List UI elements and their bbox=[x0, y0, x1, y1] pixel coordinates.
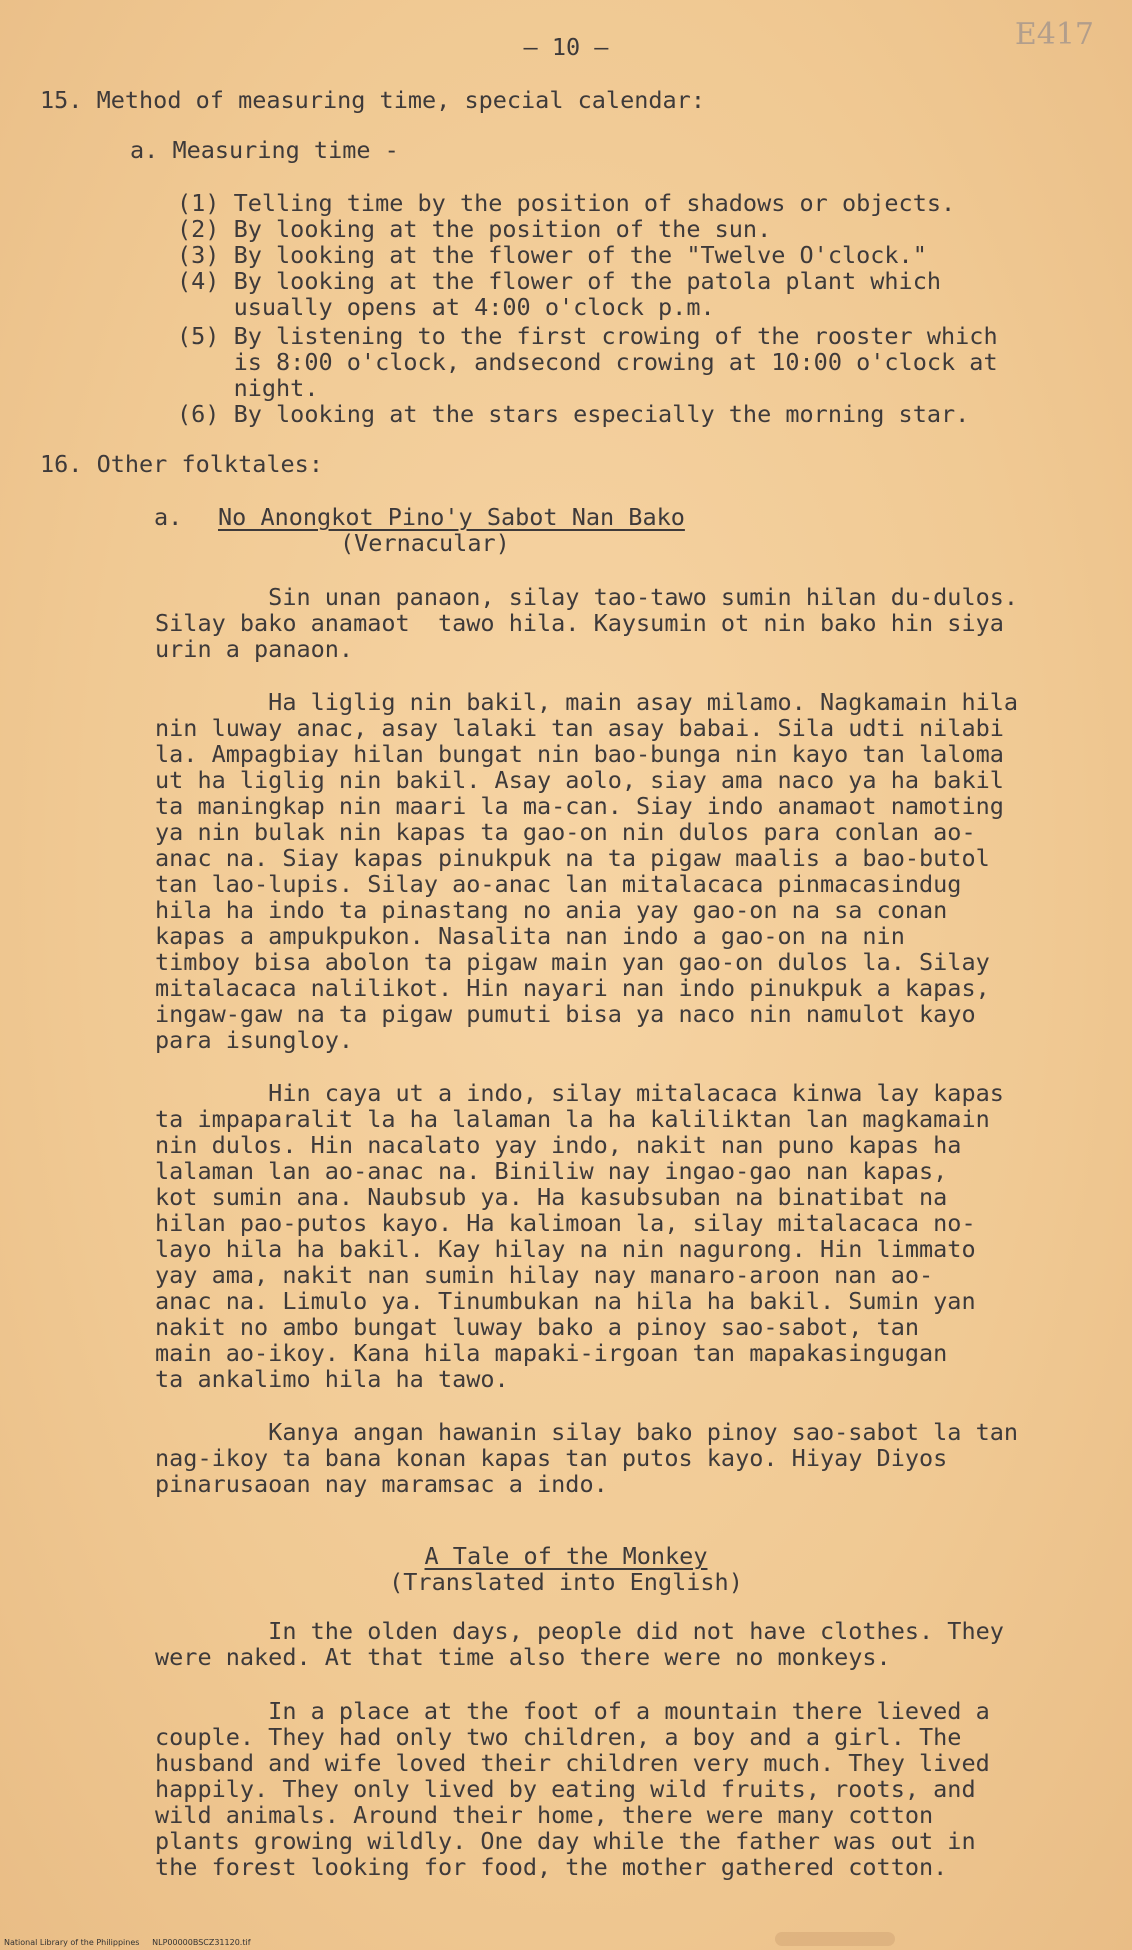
english-title-text: A Tale of the Monkey bbox=[424, 1542, 708, 1570]
text-line: yay ama, nakit nan sumin hilay nay manaro-aroon nan ao- bbox=[155, 1261, 934, 1289]
list-item: (1) Telling time by the position of shadows or objects. bbox=[177, 189, 956, 217]
list-item: (2) By looking at the position of the sun. bbox=[177, 215, 772, 243]
text-line: pinarusaoan nay maramsac a indo. bbox=[155, 1470, 608, 1498]
text-line: anac na. Limulo ya. Tinumbukan na hila ha bakil. Sumin yan bbox=[155, 1287, 976, 1315]
list-item: (4) By looking at the flower of the patola plant which bbox=[177, 267, 942, 295]
text-line: ta ankalimo hila ha tawo. bbox=[155, 1365, 509, 1393]
list-item: (3) By looking at the flower of the "Twelve O'clock." bbox=[177, 241, 927, 269]
text-line: urin a panaon. bbox=[155, 635, 354, 663]
list-item: night. bbox=[177, 374, 319, 402]
text-line: ingaw-gaw na ta pigaw pumuti bisa ya naco nin namulot kayo bbox=[155, 1000, 976, 1028]
text-line: ya nin bulak nin kapas ta gao-on nin dulos para conlan ao- bbox=[155, 818, 976, 846]
text-line: nin dulos. Hin nacalato yay indo, nakit nan puno kapas ha bbox=[155, 1131, 962, 1159]
text-line: Sin unan panaon, silay tao-tawo sumin hilan du-dulos. bbox=[155, 583, 1019, 611]
text-line: kapas a ampukpukon. Nasalita nan indo a gao-on na nin bbox=[155, 922, 905, 950]
vernacular-title: No Anongkot Pino'y Sabot Nan Bako bbox=[218, 503, 685, 531]
text-line: kot sumin ana. Naubsub ya. Ha kasubsuban na binatibat na bbox=[155, 1183, 948, 1211]
text-line: hilan pao-putos kayo. Ha kalimoan la, silay mitalacaca no- bbox=[155, 1209, 976, 1237]
folktale-label-a: a. bbox=[154, 503, 183, 531]
text-line: hila ha indo ta pinastang no ania yay gao-on na sa conan bbox=[155, 896, 948, 924]
text-line: plants growing wildly. One day while the father was out in bbox=[155, 1827, 976, 1855]
text-line: anac na. Siay kapas pinukpuk na ta pigaw maalis a bao-butol bbox=[155, 844, 990, 872]
text-line: In the olden days, people did not have clothes. They bbox=[155, 1617, 1004, 1645]
text-line: Silay bako anamaot tawo hila. Kaysumin ot nin bako hin siya bbox=[155, 609, 1004, 637]
text-line: ta maningkap nin maari la ma-can. Siay indo anamaot namoting bbox=[155, 792, 1004, 820]
section-16-heading: 16. Other folktales: bbox=[40, 450, 323, 478]
page-number: — 10 — bbox=[523, 33, 609, 61]
list-item: (6) By looking at the stars especially the morning star. bbox=[177, 400, 970, 428]
text-line: In a place at the foot of a mountain there lieved a bbox=[155, 1697, 990, 1725]
text-line: layo hila ha bakil. Kay hilay na nin nagurong. Hin limmato bbox=[155, 1235, 976, 1263]
english-title bbox=[0, 1543, 1132, 1569]
text-line: lalaman lan ao-anac na. Biniliw nay ingao-gao nan kapas, bbox=[155, 1157, 948, 1185]
text-line: were naked. At that time also there were no monkeys. bbox=[155, 1643, 891, 1671]
text-line: ta impaparalit la ha lalaman la ha kaliliktan lan magkamain bbox=[155, 1105, 990, 1133]
text-line: tan lao-lupis. Silay ao-anac lan mitalacaca pinmacasindug bbox=[155, 870, 962, 898]
text-line: the forest looking for food, the mother gathered cotton. bbox=[155, 1853, 948, 1881]
text-line: timboy bisa abolon ta pigaw main yan gao-on dulos la. Silay bbox=[155, 948, 990, 976]
text-line: main ao-ikoy. Kana hila mapaki-irgoan tan mapakasingugan bbox=[155, 1339, 948, 1367]
english-subtitle: (Translated into English) bbox=[389, 1568, 743, 1596]
paper-stain bbox=[775, 1932, 895, 1946]
section-15-heading: 15. Method of measuring time, special calendar: bbox=[40, 86, 705, 114]
text-line: Kanya angan hawanin silay bako pinoy sao-sabot la tan bbox=[155, 1418, 1019, 1446]
list-item: (5) By listening to the first crowing of the rooster which bbox=[177, 322, 998, 350]
text-line: nag-ikoy ta bana konan kapas tan putos kayo. Hiyay Diyos bbox=[155, 1444, 948, 1472]
section-15-subheading-a: a. Measuring time - bbox=[130, 136, 399, 164]
text-line: mitalacaca nalilikot. Hin nayari nan indo pinukpuk a kapas, bbox=[155, 974, 990, 1002]
text-line: Ha liglig nin bakil, main asay milamo. Nagkamain hila bbox=[155, 688, 1019, 716]
margin-note: E417 bbox=[1014, 17, 1094, 52]
vernacular-subtitle: (Vernacular) bbox=[340, 529, 510, 557]
text-line: nakit no ambo bungat luway bako a pinoy sao-sabot, tan bbox=[155, 1313, 920, 1341]
text-line: la. Ampagbiay hilan bungat nin bao-bunga nin kayo tan laloma bbox=[155, 740, 1004, 768]
list-item: usually opens at 4:00 o'clock p.m. bbox=[177, 293, 715, 321]
text-line: husband and wife loved their children very much. They lived bbox=[155, 1749, 990, 1777]
text-line: Hin caya ut a indo, silay mitalacaca kinwa lay kapas bbox=[155, 1079, 1004, 1107]
text-line: para isungloy. bbox=[155, 1026, 354, 1054]
text-line: ut ha liglig nin bakil. Asay aolo, siay ama naco ya ha bakil bbox=[155, 766, 1004, 794]
text-line: nin luway anac, asay lalaki tan asay babai. Sila udti nilabi bbox=[155, 714, 1004, 742]
text-line: wild animals. Around their home, there were many cotton bbox=[155, 1801, 934, 1829]
list-item: is 8:00 o'clock, andsecond crowing at 10:00 o'clock at bbox=[177, 348, 998, 376]
archive-footer: National Library of the Philippines NLP00000BSCZ31120.tif bbox=[4, 1938, 251, 1947]
text-line: happily. They only lived by eating wild fruits, roots, and bbox=[155, 1775, 976, 1803]
text-line: couple. They had only two children, a boy and a girl. The bbox=[155, 1723, 962, 1751]
